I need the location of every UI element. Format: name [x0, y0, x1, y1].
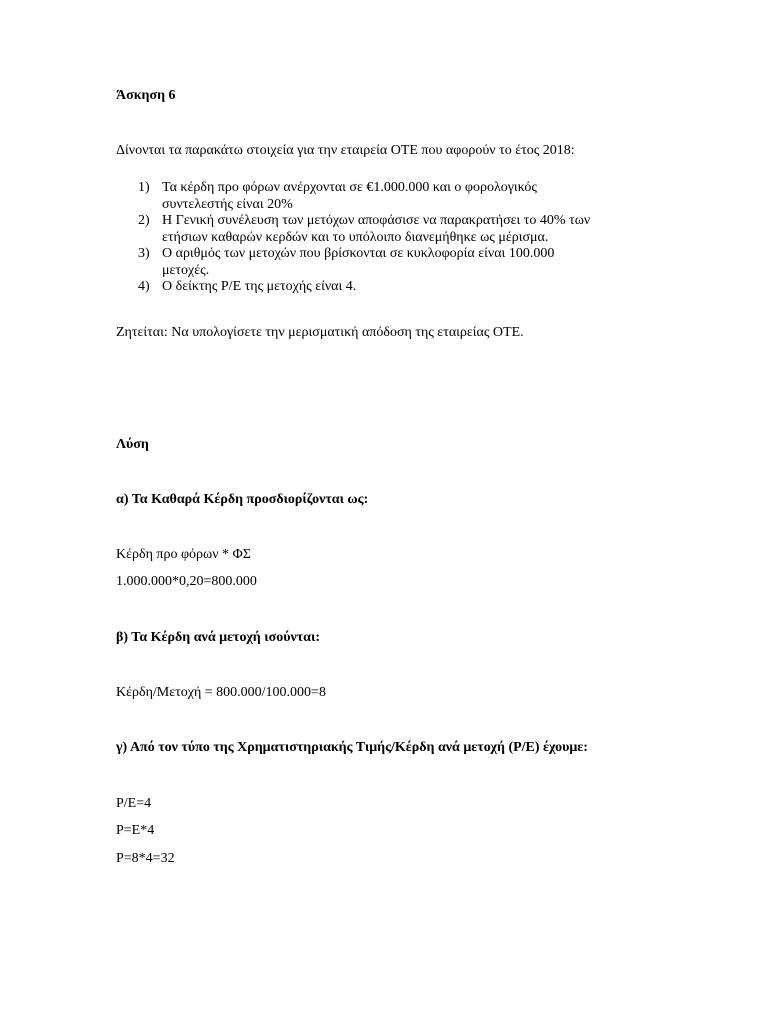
intro-text: Δίνονται τα παρακάτω στοιχεία για την εταιρεία ΟΤΕ που αφορούν το έτος 2018: — [116, 143, 575, 158]
list-item — [138, 213, 590, 246]
question-text: Ζητείται: Να υπολογίσετε την μερισματική απόδοση της εταιρείας ΟΤΕ. — [116, 325, 524, 340]
part-a-calculation: 1.000.000*0,20=800.000 — [116, 574, 257, 589]
solution-heading: Λύση — [116, 437, 149, 452]
list-item — [138, 180, 590, 213]
part-c-line-1: P/E=4 — [116, 796, 152, 811]
list-item-line: Η Γενική συνέλευση των μετόχων αποφάσισε να παρακρατήσει το 40% των — [162, 213, 591, 228]
list-item-number: 4) — [138, 279, 150, 294]
exercise-title: Άσκηση 6 — [116, 88, 176, 103]
list-item — [138, 279, 590, 296]
list-item-line: συντελεστής είναι 20% — [162, 196, 293, 212]
list-item-number: 2) — [138, 213, 150, 228]
list-item-number: 1) — [138, 180, 150, 195]
part-a-formula: Κέρδη προ φόρων * ΦΣ — [116, 547, 251, 562]
list-item-line: Τα κέρδη προ φόρων ανέρχονται σε €1.000.000 και ο φορολογικός — [162, 180, 537, 195]
list-item-line: ετήσιων καθαρών κερδών και το υπόλοιπο διανεμήθηκε ως μέρισμα. — [162, 229, 549, 245]
part-c-line-2: P=E*4 — [116, 823, 155, 838]
list-item-line: Ο αριθμός των μετοχών που βρίσκονται σε κυκλοφορία είναι 100.000 — [162, 246, 555, 261]
part-c-line-3: P=8*4=32 — [116, 851, 175, 866]
part-c-heading: γ) Από τον τύπο της Χρηματιστηριακής Τιμής/Κέρδη ανά μετοχή (P/E) έχουμε: — [116, 740, 588, 755]
list-item-line: μετοχές. — [162, 262, 210, 278]
list-item — [138, 246, 590, 279]
part-a-heading: α) Τα Καθαρά Κέρδη προσδιορίζονται ως: — [116, 492, 369, 507]
given-data-list — [138, 180, 590, 296]
list-item-line: Ο δείκτης P/E της μετοχής είναι 4. — [162, 279, 357, 294]
part-b-calculation: Κέρδη/Μετοχή = 800.000/100.000=8 — [116, 685, 326, 700]
list-item-number: 3) — [138, 246, 150, 261]
part-b-heading: β) Τα Κέρδη ανά μετοχή ισούνται: — [116, 630, 320, 645]
